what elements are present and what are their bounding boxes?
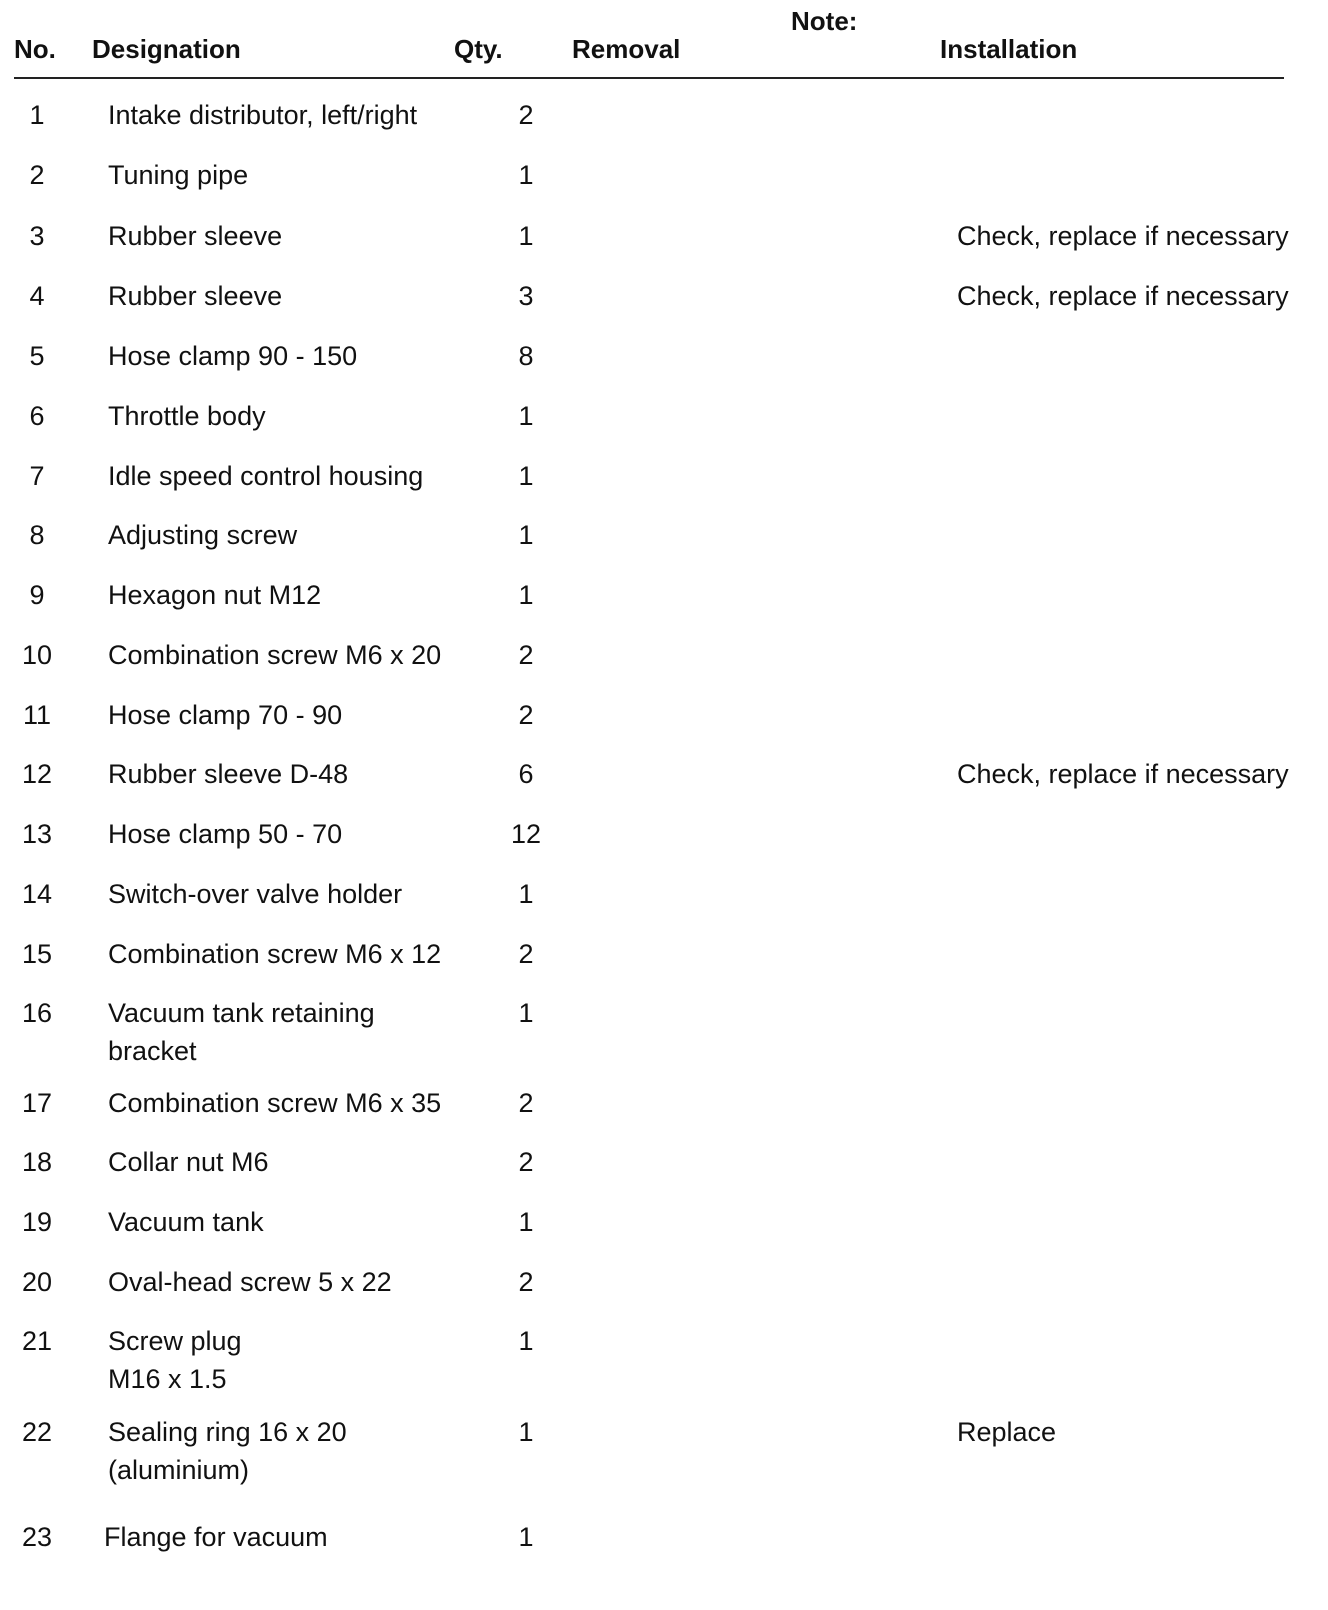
row-qty: 1 bbox=[518, 1326, 534, 1356]
designation-line: Hose clamp 50 - 70 bbox=[108, 819, 343, 849]
row-qty: 2 bbox=[518, 939, 534, 969]
table-row bbox=[0, 875, 1328, 915]
header-no: No. bbox=[14, 34, 56, 64]
designation-line-2: bracket bbox=[108, 1036, 197, 1066]
designation-line: Tuning pipe bbox=[108, 160, 249, 190]
designation-line: Rubber sleeve bbox=[108, 221, 283, 251]
designation-line: Sealing ring 16 x 20 bbox=[108, 1417, 347, 1447]
row-number: 20 bbox=[21, 1267, 53, 1297]
designation-line: Throttle body bbox=[108, 401, 266, 431]
row-number: 7 bbox=[29, 461, 45, 491]
row-designation bbox=[108, 337, 468, 375]
table-row bbox=[0, 1518, 1328, 1558]
table-row bbox=[0, 96, 1328, 136]
row-designation bbox=[108, 636, 468, 674]
row-number: 21 bbox=[21, 1326, 53, 1356]
row-number: 1 bbox=[29, 100, 45, 130]
row-qty: 1 bbox=[518, 221, 534, 251]
row-designation bbox=[108, 1143, 468, 1181]
row-qty: 6 bbox=[518, 759, 534, 789]
designation-line: Rubber sleeve bbox=[108, 281, 283, 311]
row-designation bbox=[104, 1518, 464, 1556]
row-number: 10 bbox=[21, 640, 53, 670]
designation-line: Idle speed control housing bbox=[108, 461, 424, 491]
row-number: 6 bbox=[29, 401, 45, 431]
row-number: 9 bbox=[29, 580, 45, 610]
row-number: 23 bbox=[21, 1522, 53, 1552]
header-qty: Qty. bbox=[454, 34, 503, 64]
designation-line-2: (aluminium) bbox=[108, 1455, 250, 1485]
table-row bbox=[0, 1203, 1328, 1243]
row-number: 11 bbox=[22, 700, 52, 730]
row-number: 8 bbox=[29, 520, 45, 550]
row-qty: 2 bbox=[518, 100, 534, 130]
row-designation bbox=[108, 1203, 468, 1241]
row-number: 16 bbox=[21, 998, 53, 1028]
row-designation bbox=[108, 156, 468, 194]
row-number: 2 bbox=[29, 160, 45, 190]
table-row bbox=[0, 1322, 1328, 1402]
row-qty: 1 bbox=[518, 401, 534, 431]
designation-line: Collar nut M6 bbox=[108, 1147, 269, 1177]
table-row bbox=[0, 935, 1328, 975]
designation-line: Rubber sleeve D-48 bbox=[108, 759, 349, 789]
designation-line: Hose clamp 70 - 90 bbox=[108, 700, 343, 730]
row-number: 19 bbox=[21, 1207, 53, 1237]
row-designation bbox=[108, 1263, 468, 1301]
row-installation-note: Check, replace if necessary bbox=[957, 759, 1289, 789]
row-number: 15 bbox=[21, 939, 53, 969]
row-qty: 2 bbox=[518, 1267, 534, 1297]
designation-line: Screw plug bbox=[108, 1326, 242, 1356]
row-qty: 2 bbox=[518, 700, 534, 730]
row-number: 5 bbox=[29, 341, 45, 371]
row-number: 13 bbox=[21, 819, 53, 849]
header-divider bbox=[14, 77, 1284, 79]
table-row bbox=[0, 156, 1328, 196]
table-row bbox=[0, 1143, 1328, 1183]
designation-line: Switch-over valve holder bbox=[108, 879, 403, 909]
table-row bbox=[0, 217, 1328, 257]
row-designation bbox=[108, 1413, 468, 1489]
designation-line: Combination screw M6 x 20 bbox=[108, 640, 442, 670]
header-designation: Designation bbox=[92, 34, 241, 64]
row-designation bbox=[108, 576, 468, 614]
row-designation bbox=[108, 277, 468, 315]
table-row bbox=[0, 457, 1328, 497]
row-qty: 1 bbox=[518, 1207, 534, 1237]
row-designation bbox=[108, 1322, 468, 1398]
designation-line: Flange for vacuum bbox=[104, 1522, 328, 1552]
row-designation bbox=[108, 516, 468, 554]
row-qty: 12 bbox=[510, 819, 542, 849]
row-designation bbox=[108, 815, 468, 853]
row-number: 14 bbox=[21, 879, 53, 909]
table-row bbox=[0, 994, 1328, 1074]
designation-line: Combination screw M6 x 35 bbox=[108, 1088, 442, 1118]
row-designation bbox=[108, 457, 468, 495]
designation-line: Hose clamp 90 - 150 bbox=[108, 341, 358, 371]
row-designation bbox=[108, 696, 468, 734]
designation-line: Intake distributor, left/right bbox=[108, 100, 418, 130]
row-designation bbox=[108, 935, 468, 973]
table-row bbox=[0, 696, 1328, 736]
row-number: 22 bbox=[21, 1417, 53, 1447]
row-designation bbox=[108, 96, 468, 134]
row-qty: 1 bbox=[518, 520, 534, 550]
row-qty: 1 bbox=[518, 160, 534, 190]
table-row bbox=[0, 636, 1328, 676]
row-installation-note: Check, replace if necessary bbox=[957, 281, 1289, 311]
row-designation bbox=[108, 994, 468, 1070]
designation-line: Oval-head screw 5 x 22 bbox=[108, 1267, 392, 1297]
table-row bbox=[0, 397, 1328, 437]
row-designation bbox=[108, 755, 468, 793]
table-row bbox=[0, 337, 1328, 377]
row-number: 12 bbox=[21, 759, 53, 789]
designation-line-2: M16 x 1.5 bbox=[108, 1364, 227, 1394]
row-installation-note: Check, replace if necessary bbox=[957, 221, 1289, 251]
row-qty: 1 bbox=[518, 998, 534, 1028]
row-designation bbox=[108, 875, 468, 913]
header-note: Note: bbox=[791, 6, 858, 36]
table-row bbox=[0, 755, 1328, 795]
designation-line: Combination screw M6 x 12 bbox=[108, 939, 442, 969]
row-number: 3 bbox=[29, 221, 45, 251]
row-qty: 1 bbox=[518, 1522, 534, 1552]
designation-line: Vacuum tank bbox=[108, 1207, 264, 1237]
header-removal: Removal bbox=[572, 34, 681, 64]
row-number: 4 bbox=[29, 281, 45, 311]
table-row bbox=[0, 516, 1328, 556]
table-row bbox=[0, 1263, 1328, 1303]
row-designation bbox=[108, 1084, 468, 1122]
row-qty: 8 bbox=[518, 341, 534, 371]
table-row bbox=[0, 277, 1328, 317]
designation-line: Hexagon nut M12 bbox=[108, 580, 322, 610]
row-designation bbox=[108, 397, 468, 435]
row-qty: 1 bbox=[518, 580, 534, 610]
row-qty: 1 bbox=[518, 879, 534, 909]
row-qty: 1 bbox=[518, 461, 534, 491]
row-qty: 2 bbox=[518, 1147, 534, 1177]
row-number: 17 bbox=[21, 1088, 53, 1118]
table-row bbox=[0, 576, 1328, 616]
row-qty: 1 bbox=[518, 1417, 534, 1447]
table-row bbox=[0, 815, 1328, 855]
designation-line: Vacuum tank retaining bbox=[108, 998, 375, 1028]
header-installation: Installation bbox=[940, 34, 1078, 64]
row-qty: 2 bbox=[518, 640, 534, 670]
row-qty: 2 bbox=[518, 1088, 534, 1118]
row-number: 18 bbox=[21, 1147, 53, 1177]
designation-line: Adjusting screw bbox=[108, 520, 298, 550]
row-designation bbox=[108, 217, 468, 255]
table-row bbox=[0, 1084, 1328, 1124]
row-installation-note: Replace bbox=[957, 1417, 1057, 1447]
table-row bbox=[0, 1413, 1328, 1493]
row-qty: 3 bbox=[518, 281, 534, 311]
